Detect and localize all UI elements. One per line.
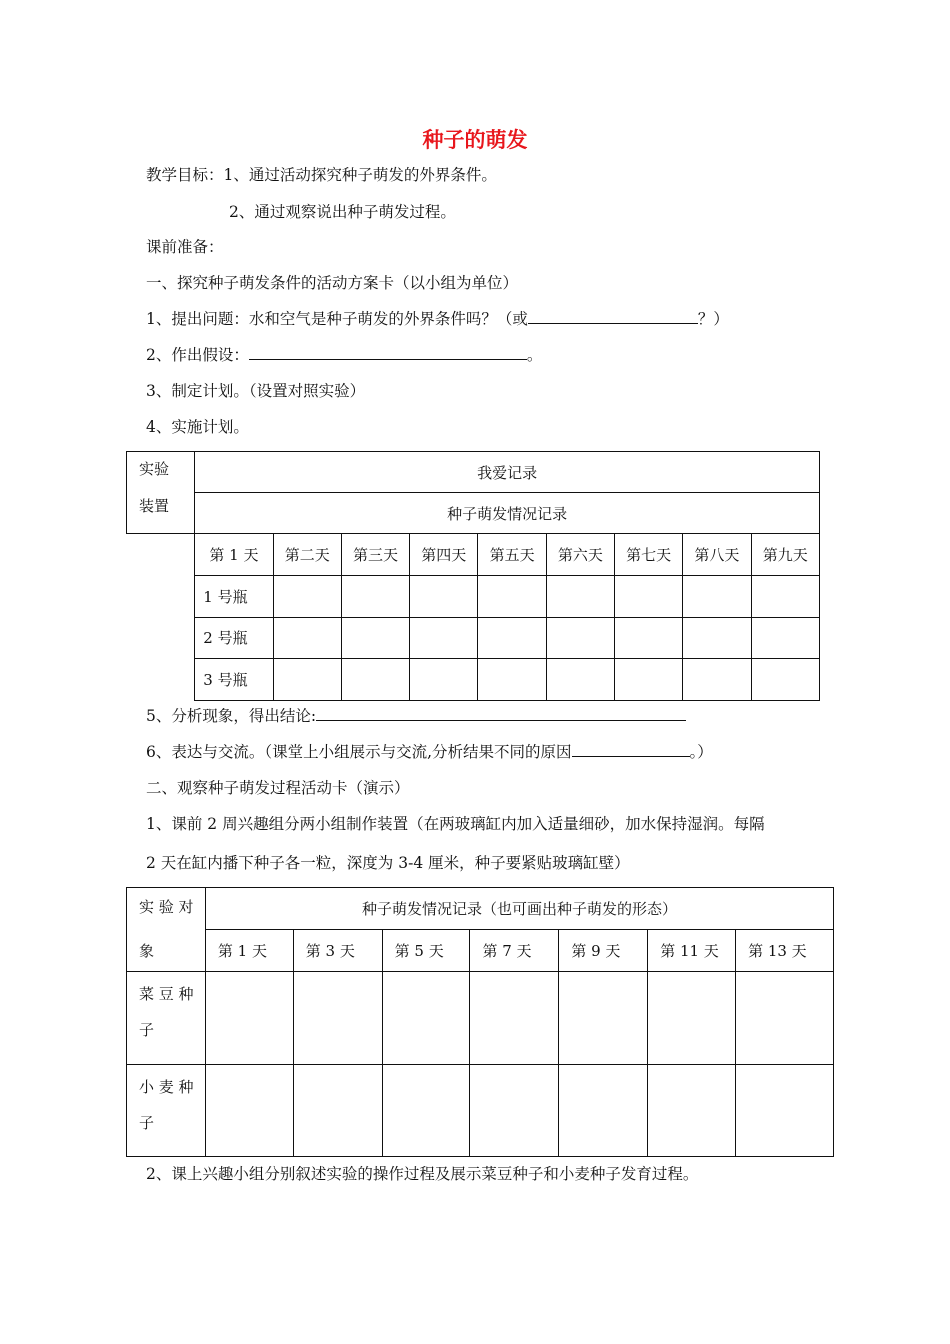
seed-label-line-a: 菜 豆 种 (139, 985, 194, 1003)
table-2-header: 种子萌发情况记录（也可画出种子萌发的形态） (205, 888, 833, 930)
day-header: 第 1 天 (195, 534, 273, 576)
day-header: 第二天 (273, 534, 341, 576)
record-cell[interactable] (478, 659, 546, 701)
record-cell[interactable] (470, 972, 559, 1065)
section-1-heading: 一、探究种子萌发条件的活动方案卡（以小组为单位） (146, 274, 519, 292)
seed-label (127, 1065, 206, 1157)
bottle-label: 2 号瓶 (195, 618, 273, 659)
record-cell[interactable] (273, 576, 341, 618)
question-3: 3、制定计划。（设置对照实验） (146, 382, 366, 400)
question-6-end: 。） (689, 743, 713, 761)
seed-label-line-b: 子 (139, 1114, 155, 1132)
record-cell[interactable] (410, 659, 478, 701)
question-2 (146, 344, 542, 366)
question-4: 4、实施计划。 (146, 418, 249, 436)
record-cell[interactable] (410, 576, 478, 618)
question-1-end: ？） (697, 310, 729, 328)
record-cell[interactable] (683, 659, 751, 701)
record-cell[interactable] (615, 576, 683, 618)
day-header: 第 11 天 (648, 930, 736, 972)
question-1-text: 1、提出问题：水和空气是种子萌发的外界条件吗？（或 (146, 310, 528, 328)
record-cell[interactable] (293, 972, 382, 1065)
section-2-heading: 二、观察种子萌发过程活动卡（演示） (146, 779, 410, 797)
day-header: 第四天 (410, 534, 478, 576)
record-cell[interactable] (382, 972, 470, 1065)
subject-label-b: 象 (127, 930, 206, 972)
question-1 (146, 308, 729, 330)
apparatus-label-a: 实验 (127, 452, 195, 493)
goal-1: 教学目标：1、通过活动探究种子萌发的外界条件。 (146, 166, 497, 184)
day-header: 第三天 (341, 534, 409, 576)
record-cell[interactable] (382, 1065, 470, 1157)
day-header: 第 13 天 (736, 930, 834, 972)
day-header: 第 1 天 (205, 930, 293, 972)
record-table-1 (126, 451, 820, 701)
record-cell[interactable] (615, 618, 683, 659)
day-header: 第七天 (615, 534, 683, 576)
record-cell[interactable] (341, 659, 409, 701)
bottle-label: 1 号瓶 (195, 576, 273, 618)
question-2-text: 2、作出假设： (146, 346, 249, 364)
seed-label-line-b: 子 (139, 1021, 155, 1039)
record-cell[interactable] (546, 618, 614, 659)
day-header: 第八天 (683, 534, 751, 576)
record-cell[interactable] (615, 659, 683, 701)
question-6 (146, 741, 713, 763)
table-1-header: 我爱记录 (195, 452, 820, 493)
record-cell[interactable] (546, 576, 614, 618)
record-cell[interactable] (205, 1065, 293, 1157)
day-header: 第六天 (546, 534, 614, 576)
question-5-text: 5、分析现象，得出结论: (146, 707, 317, 725)
day-header: 第 5 天 (382, 930, 470, 972)
record-cell[interactable] (546, 659, 614, 701)
record-cell[interactable] (341, 576, 409, 618)
seed-label (127, 972, 206, 1065)
record-cell[interactable] (341, 618, 409, 659)
day-header: 第九天 (751, 534, 819, 576)
record-cell[interactable] (410, 618, 478, 659)
record-cell[interactable] (736, 972, 834, 1065)
record-cell[interactable] (559, 1065, 648, 1157)
record-cell[interactable] (273, 659, 341, 701)
record-cell[interactable] (478, 576, 546, 618)
record-table-2 (126, 887, 834, 1157)
record-cell[interactable] (648, 972, 736, 1065)
bottle-label: 3 号瓶 (195, 659, 273, 701)
day-header: 第五天 (478, 534, 546, 576)
day-header: 第 3 天 (293, 930, 382, 972)
record-cell[interactable] (751, 618, 819, 659)
question-5 (146, 705, 686, 727)
question-1-blank[interactable] (528, 308, 698, 324)
record-cell[interactable] (736, 1065, 834, 1157)
record-cell[interactable] (751, 659, 819, 701)
prep-heading: 课前准备： (146, 238, 224, 256)
table-1-subheader: 种子萌发情况记录 (195, 493, 820, 534)
day-header: 第 9 天 (559, 930, 648, 972)
step-1-line-a: 1、课前 2 周兴趣组分两小组制作装置（在两玻璃缸内加入适量细砂，加水保持湿润。每隔 (146, 815, 765, 833)
question-2-end: 。 (526, 346, 543, 364)
record-cell[interactable] (273, 618, 341, 659)
record-cell[interactable] (478, 618, 546, 659)
record-cell[interactable] (293, 1065, 382, 1157)
record-cell[interactable] (648, 1065, 736, 1157)
question-2-blank[interactable] (249, 344, 527, 360)
seed-label-line-a: 小 麦 种 (139, 1078, 194, 1096)
goal-2: 2、通过观察说出种子萌发过程。 (229, 203, 456, 221)
table-1-spacer (127, 534, 195, 576)
record-cell[interactable] (205, 972, 293, 1065)
apparatus-label-b: 装置 (127, 493, 195, 534)
record-cell[interactable] (751, 576, 819, 618)
step-2: 2、课上兴趣小组分别叙述实验的操作过程及展示菜豆种子和小麦种子发育过程。 (146, 1165, 699, 1183)
record-cell[interactable] (559, 972, 648, 1065)
record-cell[interactable] (683, 618, 751, 659)
day-header: 第 7 天 (470, 930, 559, 972)
question-5-blank[interactable] (316, 705, 686, 721)
subject-label-a: 实 验 对 (127, 888, 206, 930)
step-1-line-b: 2 天在缸内播下种子各一粒，深度为 3-4 厘米，种子要紧贴玻璃缸壁） (146, 854, 630, 872)
question-6-blank[interactable] (572, 741, 690, 757)
record-cell[interactable] (470, 1065, 559, 1157)
question-6-text: 6、表达与交流。（课堂上小组展示与交流,分析结果不同的原因 (146, 743, 572, 761)
record-cell[interactable] (683, 576, 751, 618)
page-title: 种子的萌发 (422, 128, 528, 152)
